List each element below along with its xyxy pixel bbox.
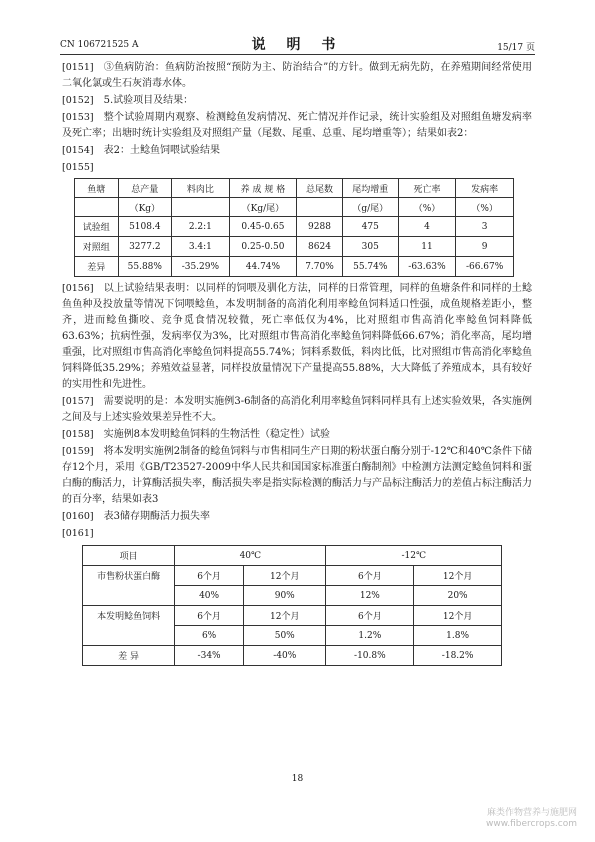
enzyme-activity-loss-table [82, 545, 502, 666]
paragraph-0155: [0155] [62, 162, 94, 173]
watermark-line: www.fibercrops.com [486, 819, 577, 829]
table-row [83, 606, 502, 626]
table-cell: 475 [342, 217, 398, 237]
table-cell: 7.70% [297, 257, 343, 277]
paragraph-text: 整个试验周期内观察、检测鲶鱼发病情况、死亡情况并作记录，统计实验组及对照组鱼塘发病率及死亡率；出塘时统计实验组及对照组产量（尾数、尾重、总重、尾均增重等）；结果如表2： [62, 112, 532, 139]
table-cell: 8624 [297, 237, 343, 257]
paragraph-number: [0160] [62, 511, 94, 522]
table-row [75, 217, 514, 237]
header-cell: 养 成 规 格 [229, 179, 296, 198]
paragraph-number: [0152] [62, 95, 94, 106]
paragraph-text: 以上试验结果表明：以同样的饲喂及驯化方法，同样的日常管理，同样的鱼塘条件和同样的土鲶鱼鱼种及投放量等情况下饲喂鲶鱼，本发明制备的高消化利用率鲶鱼饲料适口性强，成鱼规格差距小，整齐，进而鲶鱼撕咬、竞争觅食情况较微，死亡率低仅为4%，比对照组市售高消化率鲶鱼饲料降低63.63%；抗病性强，发病率仅为3%，比对照组市售高消化率鲶鱼饲料降低66.67%；消化率高，尾均增重强，比对照组市售高消化率鲶鱼饲料提高55.74%；饲料系数低，料肉比低，比对照组市售高消化率鲶鱼饲料降低35.29%；养殖效益显著，同样投放量情况下产量提高55.88%，大大降低了养殖成本，具有较好的实用性和先进性。 [62, 283, 532, 390]
row-label-continued [83, 586, 175, 606]
table-cell: 3277.2 [118, 237, 172, 257]
table-row [83, 586, 502, 606]
period-cell: 6个月 [326, 566, 414, 586]
header-cell: 总产量 [118, 179, 172, 198]
document-title: 说 明 书 [251, 37, 344, 53]
paragraph-number: [0158] [62, 429, 94, 440]
table-row [75, 257, 514, 277]
table-cell: 6% [175, 626, 244, 646]
table-cell: 0.45-0.65 [229, 217, 296, 237]
paragraph-number: [0153] [62, 112, 94, 123]
table-cell: -18.2% [414, 646, 502, 666]
period-cell: 12个月 [414, 566, 502, 586]
header-cell: 总尾数 [297, 179, 343, 198]
table-header-units-row [75, 198, 514, 217]
table-cell: 55.74% [342, 257, 398, 277]
header-cell: 死亡率 [398, 179, 456, 198]
table-cell: 11 [398, 237, 456, 257]
paragraph-number: [0156] [62, 283, 94, 294]
page-number: 18 [291, 774, 304, 784]
paragraph-number: [0159] [62, 446, 94, 457]
table-header-row [83, 546, 502, 566]
header-cell: 尾均增重 [342, 179, 398, 198]
header-unit-cell [172, 198, 230, 217]
paragraph-text: 5.试验项目及结果： [103, 95, 194, 106]
header-unit-cell: （g/尾） [342, 198, 398, 217]
header-unit-cell [297, 198, 343, 217]
header-unit-cell [75, 198, 119, 217]
table-cell: -10.8% [326, 646, 414, 666]
period-cell: 12个月 [243, 566, 326, 586]
table-cell: 55.88% [118, 257, 172, 277]
watermark [486, 808, 577, 830]
table-cell: -63.63% [398, 257, 456, 277]
period-cell: 6个月 [175, 606, 244, 626]
row-label: 本发明鲶鱼饲料 [83, 606, 175, 626]
paragraph-0153 [62, 110, 532, 142]
table-row [83, 626, 502, 646]
header-unit-cell: （Kg/尾） [229, 198, 296, 217]
table-cell: 对照组 [75, 237, 119, 257]
table-caption: 表2：土鲶鱼饲喂试验结果 [103, 145, 220, 156]
table-cell: 5108.4 [118, 217, 172, 237]
paragraph-text: 需要说明的是：本发明实施例3-6制备的高消化利用率鲶鱼饲料同样具有上述实验效果，各实施例之间及与上述实验效果差异性不大。 [62, 396, 532, 423]
paragraph-0160 [62, 509, 532, 525]
table-cell: -40% [243, 646, 326, 666]
header-cell-temp-minus12: -12℃ [326, 546, 502, 566]
paragraph-0158 [62, 427, 532, 443]
paragraph-0154 [62, 143, 532, 159]
table-cell: 40% [175, 586, 244, 606]
table-caption: 表3储存期酶活力损失率 [103, 511, 210, 522]
paragraph-0157 [62, 394, 532, 426]
table-cell: 90% [243, 586, 326, 606]
header-cell: 项目 [83, 546, 175, 566]
table-cell: 9 [456, 237, 514, 257]
header-unit-cell: （%） [398, 198, 456, 217]
paragraph-number: [0157] [62, 396, 94, 407]
period-cell: 6个月 [326, 606, 414, 626]
table-cell: 305 [342, 237, 398, 257]
paragraph-text: 将本发明实施例2制备的鲶鱼饲料与市售相同生产日期的粉状蛋白酶分别于-12℃和40℃条件下储存12个月，采用《GB/T23527-2009中华人民共和国国家标准蛋白酶制剂》中检测方法测定鲶鱼饲料和蛋白酶的酶活力，计算酶活损失率，酶活损失率是指实际检测的酶活力与产品标注酶活力的差值占标注酶活力的百分率，结果如表3 [62, 446, 532, 505]
paragraph-0152 [62, 93, 532, 109]
paragraph-0161: [0161] [62, 528, 94, 539]
paragraph-number: [0151] [62, 62, 94, 73]
table-cell: 1.8% [414, 626, 502, 646]
header-unit-cell: （Kg） [118, 198, 172, 217]
table-cell: -34% [175, 646, 244, 666]
header-cell-temp-40: 40℃ [175, 546, 326, 566]
paragraph-number: [0154] [62, 145, 94, 156]
header-cell: 发病率 [456, 179, 514, 198]
header-cell: 鱼塘 [75, 179, 119, 198]
period-cell: 12个月 [414, 606, 502, 626]
table-cell: 20% [414, 586, 502, 606]
paragraph-0159 [62, 444, 532, 508]
publication-number: CN 106721525 A [60, 40, 139, 50]
watermark-line: 麻类作物营养与施肥网 [486, 808, 577, 818]
document-body [62, 60, 532, 666]
table-cell: 试验组 [75, 217, 119, 237]
header-rule [60, 54, 535, 55]
table-cell: 3.4:1 [172, 237, 230, 257]
row-label: 市售粉状蛋白酶 [83, 566, 175, 586]
paragraph-text: 实施例8本发明鲶鱼饲料的生物活性（稳定性）试验 [103, 429, 330, 440]
table-cell: -66.67% [456, 257, 514, 277]
table-cell: 差异 [75, 257, 119, 277]
table-cell: -35.29% [172, 257, 230, 277]
period-cell: 12个月 [243, 606, 326, 626]
table-cell: 1.2% [326, 626, 414, 646]
table-cell: 2.2:1 [172, 217, 230, 237]
table-header-row [75, 179, 514, 198]
table-cell: 12% [326, 586, 414, 606]
period-cell: 6个月 [175, 566, 244, 586]
paragraph-0156 [62, 281, 532, 393]
feeding-results-table [74, 178, 514, 277]
table-cell: 0.25-0.50 [229, 237, 296, 257]
row-label-continued [83, 626, 175, 646]
table-cell: 4 [398, 217, 456, 237]
page-count: 15/17 页 [497, 43, 535, 53]
table-cell: 9288 [297, 217, 343, 237]
table-row [83, 566, 502, 586]
table-cell: 44.74% [229, 257, 296, 277]
paragraph-0151 [62, 60, 532, 92]
table-row [75, 237, 514, 257]
table-cell: 50% [243, 626, 326, 646]
header-cell: 料肉比 [172, 179, 230, 198]
table-cell: 3 [456, 217, 514, 237]
row-label: 差 异 [83, 646, 175, 666]
paragraph-text: ③鱼病防治：鱼病防治按照“预防为主、防治结合”的方针。做到无病先防，在养殖期间经常使用二氧化氯或生石灰消毒水体。 [62, 62, 532, 89]
table-row [83, 646, 502, 666]
header-unit-cell: （%） [456, 198, 514, 217]
